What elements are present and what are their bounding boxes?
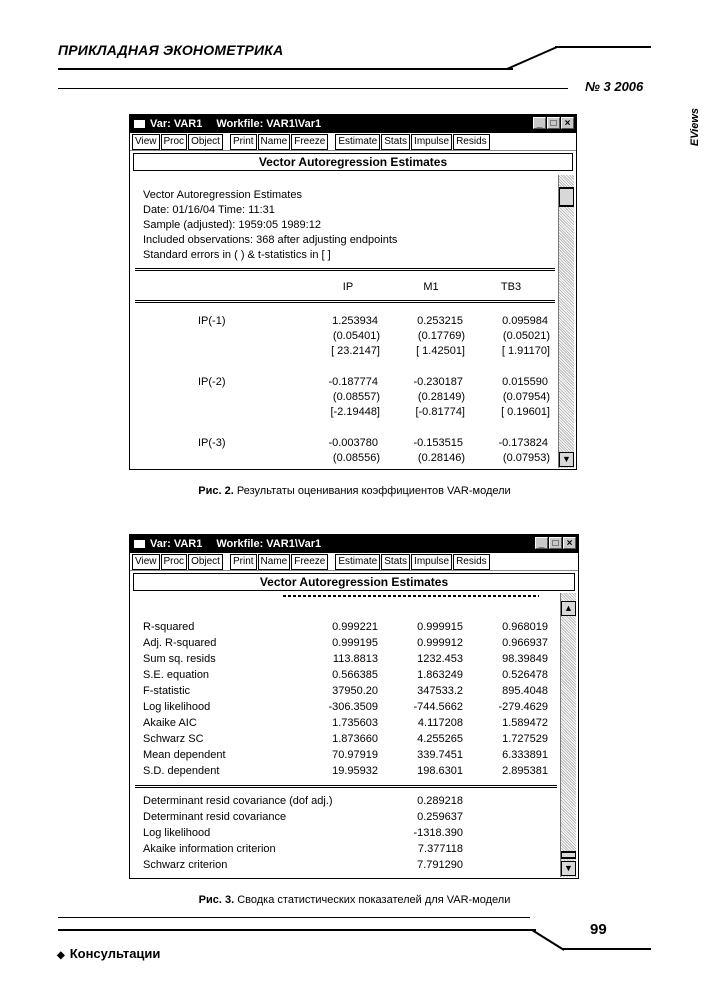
- se-cell: (0.28149): [417, 391, 465, 403]
- maximize-button[interactable]: □: [549, 537, 562, 549]
- row-label: IP(-2): [198, 376, 226, 388]
- system-stat-value: 7.377118: [417, 843, 463, 855]
- coef-cell: 0.015590: [502, 376, 548, 388]
- coef-cell: 1.253934: [332, 315, 378, 327]
- stat-label: Mean dependent: [143, 749, 226, 761]
- print-button[interactable]: Print: [230, 554, 257, 570]
- title-var: Var: VAR1: [150, 118, 203, 130]
- view-button[interactable]: View: [132, 554, 160, 570]
- stat-value-tb3: 1.727529: [502, 733, 548, 745]
- stat-value-m1: 339.7451: [417, 749, 463, 761]
- tstat-cell: [ 0.19601]: [501, 406, 550, 418]
- scroll-down-arrow-icon[interactable]: ▼: [559, 452, 574, 467]
- system-stat-label: Akaike information criterion: [143, 843, 276, 855]
- system-stat-value: 7.791290: [417, 859, 463, 871]
- stat-value-ip: 0.999221: [332, 621, 378, 633]
- info-line: Vector Autoregression Estimates: [143, 189, 302, 201]
- row-label: IP(-1): [198, 315, 226, 327]
- stat-label: F-statistic: [143, 685, 191, 697]
- system-stat-value: -1318.390: [413, 827, 463, 839]
- stat-value-m1: 1232.453: [417, 653, 463, 665]
- stat-value-m1: -744.5662: [413, 701, 463, 713]
- footer-rule-slant: [528, 926, 578, 956]
- stat-label: Sum sq. resids: [143, 653, 216, 665]
- stat-value-tb3: 6.333891: [502, 749, 548, 761]
- scroll-up-arrow-icon[interactable]: ▲: [561, 601, 576, 616]
- stat-value-ip: 0.566385: [332, 669, 378, 681]
- info-line: Standard errors in ( ) & t-statistics in [ ]: [143, 249, 331, 261]
- column-header-ip: IP: [342, 281, 354, 293]
- stat-value-m1: 4.117208: [417, 717, 463, 729]
- stats-button[interactable]: Stats: [381, 554, 410, 570]
- window-titlebar[interactable]: [130, 535, 578, 553]
- resids-button[interactable]: Resids: [453, 134, 490, 150]
- stat-value-tb3: 0.968019: [502, 621, 548, 633]
- stat-label: Akaike AIC: [143, 717, 197, 729]
- stat-label: Adj. R-squared: [143, 637, 217, 649]
- diamond-icon: ◆: [57, 950, 65, 961]
- stat-value-tb3: 98.39849: [502, 653, 548, 665]
- coef-cell: -0.003780: [328, 437, 378, 449]
- figure-3-number: Рис. 3.: [198, 894, 235, 906]
- stat-value-m1: 198.6301: [417, 765, 463, 777]
- eviews-window-fig2: [129, 114, 577, 470]
- coef-cell: -0.187774: [328, 376, 378, 388]
- close-button[interactable]: ×: [563, 537, 576, 549]
- stat-value-m1: 0.999912: [417, 637, 463, 649]
- name-button[interactable]: Name: [258, 134, 291, 150]
- scroll-thumb[interactable]: [561, 851, 576, 859]
- stat-value-ip: 1.873660: [332, 733, 378, 745]
- freeze-button[interactable]: Freeze: [291, 554, 328, 570]
- proc-button[interactable]: Proc: [161, 134, 188, 150]
- issue-number: № 3 2006: [585, 79, 644, 94]
- stats-button[interactable]: Stats: [381, 134, 410, 150]
- stat-value-tb3: 895.4048: [502, 685, 548, 697]
- system-stat-value: 0.259637: [417, 811, 463, 823]
- maximize-button[interactable]: □: [547, 117, 560, 129]
- stat-label: S.E. equation: [143, 669, 210, 681]
- stat-value-ip: 37950.20: [332, 685, 378, 697]
- figure-2-caption: [0, 485, 709, 497]
- object-button[interactable]: Object: [188, 554, 223, 570]
- figure-3-caption: [0, 894, 709, 906]
- stat-value-m1: 4.255265: [417, 733, 463, 745]
- table-rule: [135, 268, 555, 271]
- tstat-cell: [ 1.42501]: [416, 345, 465, 357]
- stat-value-m1: 347533.2: [417, 685, 463, 697]
- stat-value-m1: 1.863249: [417, 669, 463, 681]
- scroll-down-arrow-icon[interactable]: ▼: [561, 861, 576, 876]
- tstat-cell: [ 1.91170]: [501, 345, 550, 357]
- minimize-button[interactable]: _: [533, 117, 546, 129]
- view-button[interactable]: View: [132, 134, 160, 150]
- window-icon: [134, 540, 145, 548]
- info-line: Included observations: 368 after adjusting endpoints: [143, 234, 398, 246]
- stat-label: Schwarz SC: [143, 733, 204, 745]
- stat-value-tb3: 0.966937: [502, 637, 548, 649]
- se-cell: (0.07954): [502, 391, 550, 403]
- se-cell: (0.05401): [332, 330, 380, 342]
- system-stat-label: Determinant resid covariance: [143, 811, 287, 823]
- tstat-cell: [-0.81774]: [415, 406, 465, 418]
- row-label: IP(-3): [198, 437, 226, 449]
- proc-button[interactable]: Proc: [161, 554, 188, 570]
- system-stat-label: Schwarz criterion: [143, 859, 228, 871]
- header-rule-lower: [58, 88, 568, 89]
- output-content: [133, 175, 557, 468]
- stat-label: R-squared: [143, 621, 195, 633]
- eviews-window-fig3: [129, 534, 579, 879]
- impulse-button[interactable]: Impulse: [411, 134, 452, 150]
- header-rule-slant: [505, 44, 565, 74]
- stat-label: S.D. dependent: [143, 765, 220, 777]
- title-workfile: Workfile: VAR1\Var1: [216, 118, 322, 130]
- figure-2-number: Рис. 2.: [198, 485, 234, 497]
- se-cell: (0.28146): [417, 452, 465, 464]
- se-cell: (0.17769): [417, 330, 465, 342]
- system-stat-value: 0.289218: [417, 795, 463, 807]
- tstat-cell: [ 23.2147]: [331, 345, 380, 357]
- output-heading: Vector Autoregression Estimates: [133, 573, 575, 591]
- name-button[interactable]: Name: [258, 554, 291, 570]
- stat-value-tb3: 0.526478: [502, 669, 548, 681]
- table-rule: [135, 785, 557, 788]
- stat-label: Log likelihood: [143, 701, 211, 713]
- se-cell: (0.08556): [332, 452, 380, 464]
- footer-rule-main: [58, 929, 536, 931]
- coef-cell: -0.230187: [413, 376, 463, 388]
- stat-value-tb3: 1.589472: [502, 717, 548, 729]
- resids-button[interactable]: Resids: [453, 554, 490, 570]
- freeze-button[interactable]: Freeze: [291, 134, 328, 150]
- scroll-thumb[interactable]: [559, 187, 574, 207]
- tstat-cell: [-2.19448]: [330, 406, 380, 418]
- toolbar: [130, 133, 576, 151]
- title-var: Var: VAR1: [150, 538, 203, 550]
- vertical-scrollbar[interactable]: [560, 593, 576, 877]
- minimize-button[interactable]: _: [535, 537, 548, 549]
- stat-value-m1: 0.999915: [417, 621, 463, 633]
- header-rule-upper: [555, 46, 651, 48]
- journal-title: ПРИКЛАДНАЯ ЭКОНОМЕТРИКА: [58, 42, 284, 58]
- coef-cell: -0.153515: [413, 437, 463, 449]
- coef-cell: -0.173824: [498, 437, 548, 449]
- column-header-tb3: TB3: [500, 281, 522, 293]
- system-stat-label: Log likelihood: [143, 827, 211, 839]
- se-cell: (0.08557): [332, 391, 380, 403]
- footer-section: [57, 946, 160, 961]
- print-button[interactable]: Print: [230, 134, 257, 150]
- info-line: Sample (adjusted): 1959:05 1989:12: [143, 219, 321, 231]
- stat-value-ip: 19.95932: [332, 765, 378, 777]
- title-workfile: Workfile: VAR1\Var1: [216, 538, 322, 550]
- window-icon: [134, 120, 145, 128]
- system-stat-label: Determinant resid covariance (dof adj.): [143, 795, 333, 807]
- coef-cell: 0.253215: [417, 315, 463, 327]
- stat-value-tb3: 2.895381: [502, 765, 548, 777]
- stat-value-tb3: -279.4629: [498, 701, 548, 713]
- scrolled-row-remnant: [283, 595, 539, 597]
- se-cell: (0.05021): [502, 330, 550, 342]
- stat-value-ip: -306.3509: [328, 701, 378, 713]
- footer-rule-upper: [58, 917, 530, 918]
- column-header-m1: M1: [423, 281, 439, 293]
- output-content: [133, 593, 559, 877]
- estimate-button[interactable]: Estimate: [335, 554, 380, 570]
- figure-2-text: Результаты оценивания коэффициентов VAR-модели: [233, 485, 511, 497]
- close-button[interactable]: ×: [561, 117, 574, 129]
- stat-value-ip: 113.8813: [332, 653, 378, 665]
- impulse-button[interactable]: Impulse: [411, 554, 452, 570]
- object-button[interactable]: Object: [188, 134, 223, 150]
- vertical-scrollbar[interactable]: [558, 175, 574, 468]
- header-rule: [58, 68, 513, 70]
- footer-section-label: Консультации: [69, 946, 161, 961]
- stat-value-ip: 70.97919: [332, 749, 378, 761]
- info-line: Date: 01/16/04 Time: 11:31: [143, 204, 275, 216]
- table-rule: [135, 300, 555, 303]
- figure-3-text: Сводка статистических показателей для VAR-модели: [234, 894, 511, 906]
- se-cell: (0.07953): [502, 452, 550, 464]
- coef-cell: 0.095984: [502, 315, 548, 327]
- window-titlebar[interactable]: [130, 115, 576, 133]
- stat-value-ip: 0.999195: [332, 637, 378, 649]
- footer-rule-right: [563, 948, 651, 950]
- output-heading: Vector Autoregression Estimates: [133, 153, 573, 171]
- side-section-label: EViews: [689, 108, 701, 147]
- stat-value-ip: 1.735603: [332, 717, 378, 729]
- toolbar: [130, 553, 578, 571]
- estimate-button[interactable]: Estimate: [335, 134, 380, 150]
- page-number: 99: [590, 921, 607, 938]
